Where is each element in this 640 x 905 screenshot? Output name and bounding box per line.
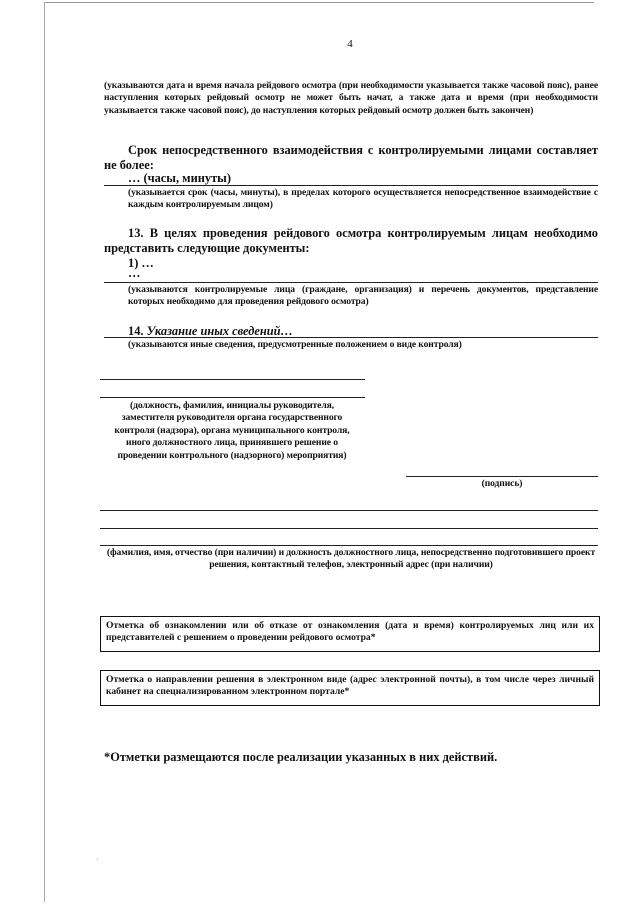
documents-item-2: … bbox=[128, 266, 141, 280]
page-edge-left bbox=[44, 2, 45, 902]
duration-note: (указывается срок (часы, минуты), в пределах которого осуществляется непосредственное взаимодействие с каждым контролируемым лицом) bbox=[128, 187, 598, 211]
documents-underline bbox=[104, 282, 598, 283]
documents-item-1: 1) … bbox=[128, 256, 154, 270]
other-info-text: Указание иных сведений… bbox=[146, 324, 293, 338]
scan-mark: · bbox=[96, 855, 99, 864]
preparer-caption: (фамилия, имя, отчество (при наличии) и должность должностного лица, непосредственно подготовившего проект решения, контактный телефон, электронный адрес (при наличии) bbox=[106, 547, 596, 571]
other-info-note: (указываются иные сведения, предусмотренные положением о виде контроля) bbox=[128, 339, 462, 350]
duration-underline bbox=[104, 185, 598, 186]
official-line-1 bbox=[100, 379, 365, 380]
start-end-time-note: (указываются дата и время начала рейдового осмотра (при необходимости указывается также часовой пояс), ранее наступления которых рейдовый осмотр не может быть начат, а также дата и время (при необходимости указывается также часовой пояс), до наступления которых рейдовый осмотр должен быть закончен) bbox=[104, 80, 598, 116]
other-info-underline bbox=[104, 337, 598, 338]
signature-line bbox=[406, 476, 598, 477]
page-edge-top bbox=[44, 2, 594, 3]
interaction-duration-value: … (часы, минуты) bbox=[128, 171, 231, 185]
acquaintance-mark-box: Отметка об ознакомлении или об отказе от ознакомления (дата и время) контролируемых лиц или их представителей с решением о проведении рейдового осмотра* bbox=[100, 616, 600, 652]
documents-note: (указываются контролируемые лица (граждане, организация) и перечень документов, представление которых необходимо для проведения рейдового осмотра) bbox=[128, 284, 598, 308]
official-line-2 bbox=[100, 397, 365, 398]
footnote: *Отметки размещаются после реализации указанных в них действий. bbox=[104, 750, 498, 764]
preparer-line-3 bbox=[100, 545, 598, 546]
other-info-number: 14. bbox=[128, 324, 144, 338]
signature-caption: (подпись) bbox=[481, 478, 523, 489]
documents-paragraph: 13. В целях проведения рейдового осмотра контролируемым лицам необходимо представить следующие документы: bbox=[104, 226, 598, 255]
page-number: 4 bbox=[347, 38, 353, 50]
electronic-sending-mark-box: Отметка о направлении решения в электронном виде (адрес электронной почты), в том числе через личный кабинет на специализированном электронном портале* bbox=[100, 670, 600, 706]
official-caption: (должность, фамилия, инициалы руководителя, заместителя руководителя органа государственного контроля (надзора), органа муниципального контроля, иного должностного лица, принявшего решение о проведении контрольного (надзорного) мероприятия) bbox=[114, 400, 350, 461]
preparer-line-2 bbox=[100, 528, 598, 529]
interaction-duration-paragraph: Срок непосредственного взаимодействия с контролируемыми лицами составляет не более: bbox=[104, 143, 598, 172]
preparer-line-1 bbox=[100, 510, 598, 511]
